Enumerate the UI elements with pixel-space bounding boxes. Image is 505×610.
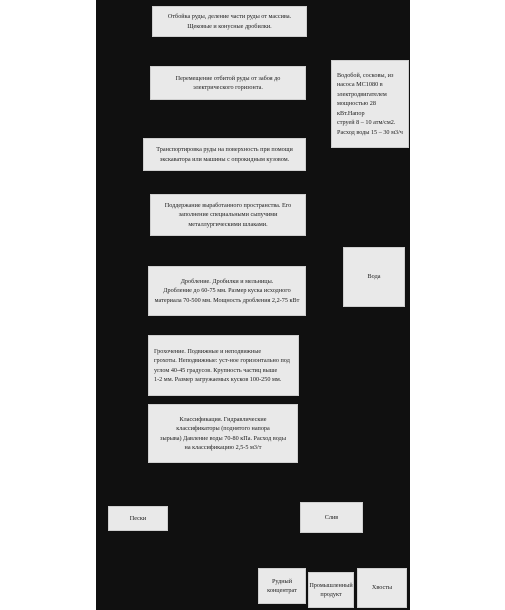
water-supply-note: Водобой, сосковы, из насоса МС1080 в электродвигателем мощностью 28 кВт.Напор струей 8 – 10 атм/см2. Расход воды 15 – 30 м3/ч: [331, 60, 409, 148]
step-surface-transport: Транспортировка руды на поверхность при помощи экскаватора или машины с опрокидным кузовом.: [143, 138, 306, 171]
output-industrial-product: Промышленный продукт: [308, 572, 354, 608]
step-backfill: Поддержание выработанного пространства. Его заполнение специальными сыпучими металлургическими шлаками.: [150, 194, 306, 236]
step-ore-breaking: Отбойка руды, деление части руды от массива. Щековые и конусные дробилки.: [152, 6, 307, 37]
output-ore-concentrate: Рудный концентрат: [258, 568, 306, 604]
step-crushing: Дробление. Дробилки и мельницы. Дробление до 60-75 мм. Размер куска исходного материала 70-500 мм. Мощность дробления 2,2-75 кВт: [148, 266, 306, 316]
output-sands: Пески: [108, 506, 168, 531]
output-slimes: Слив: [300, 502, 363, 533]
step-ore-haulage: Перемещение отбитой руды от забоя до электрического горизонта.: [150, 66, 306, 100]
output-tailings: Хвосты: [357, 568, 407, 608]
water-input-box: Вода: [343, 247, 405, 307]
step-classification: Классификация. Гидравлические классификаторы (поднятого напора зырыва) Давление воды 70-80 кПа. Расход воды на классификацию 2,5-5 м3/т: [148, 404, 298, 463]
step-screening: Грохочение. Подвижные и неподвижные грохоты. Неподвижные: уст-ное горизонтально под углом 40-45 градусов. Крупность частиц выше 1-2 мм. Размер загружаемых кусков 100-250 мм.: [148, 335, 299, 396]
